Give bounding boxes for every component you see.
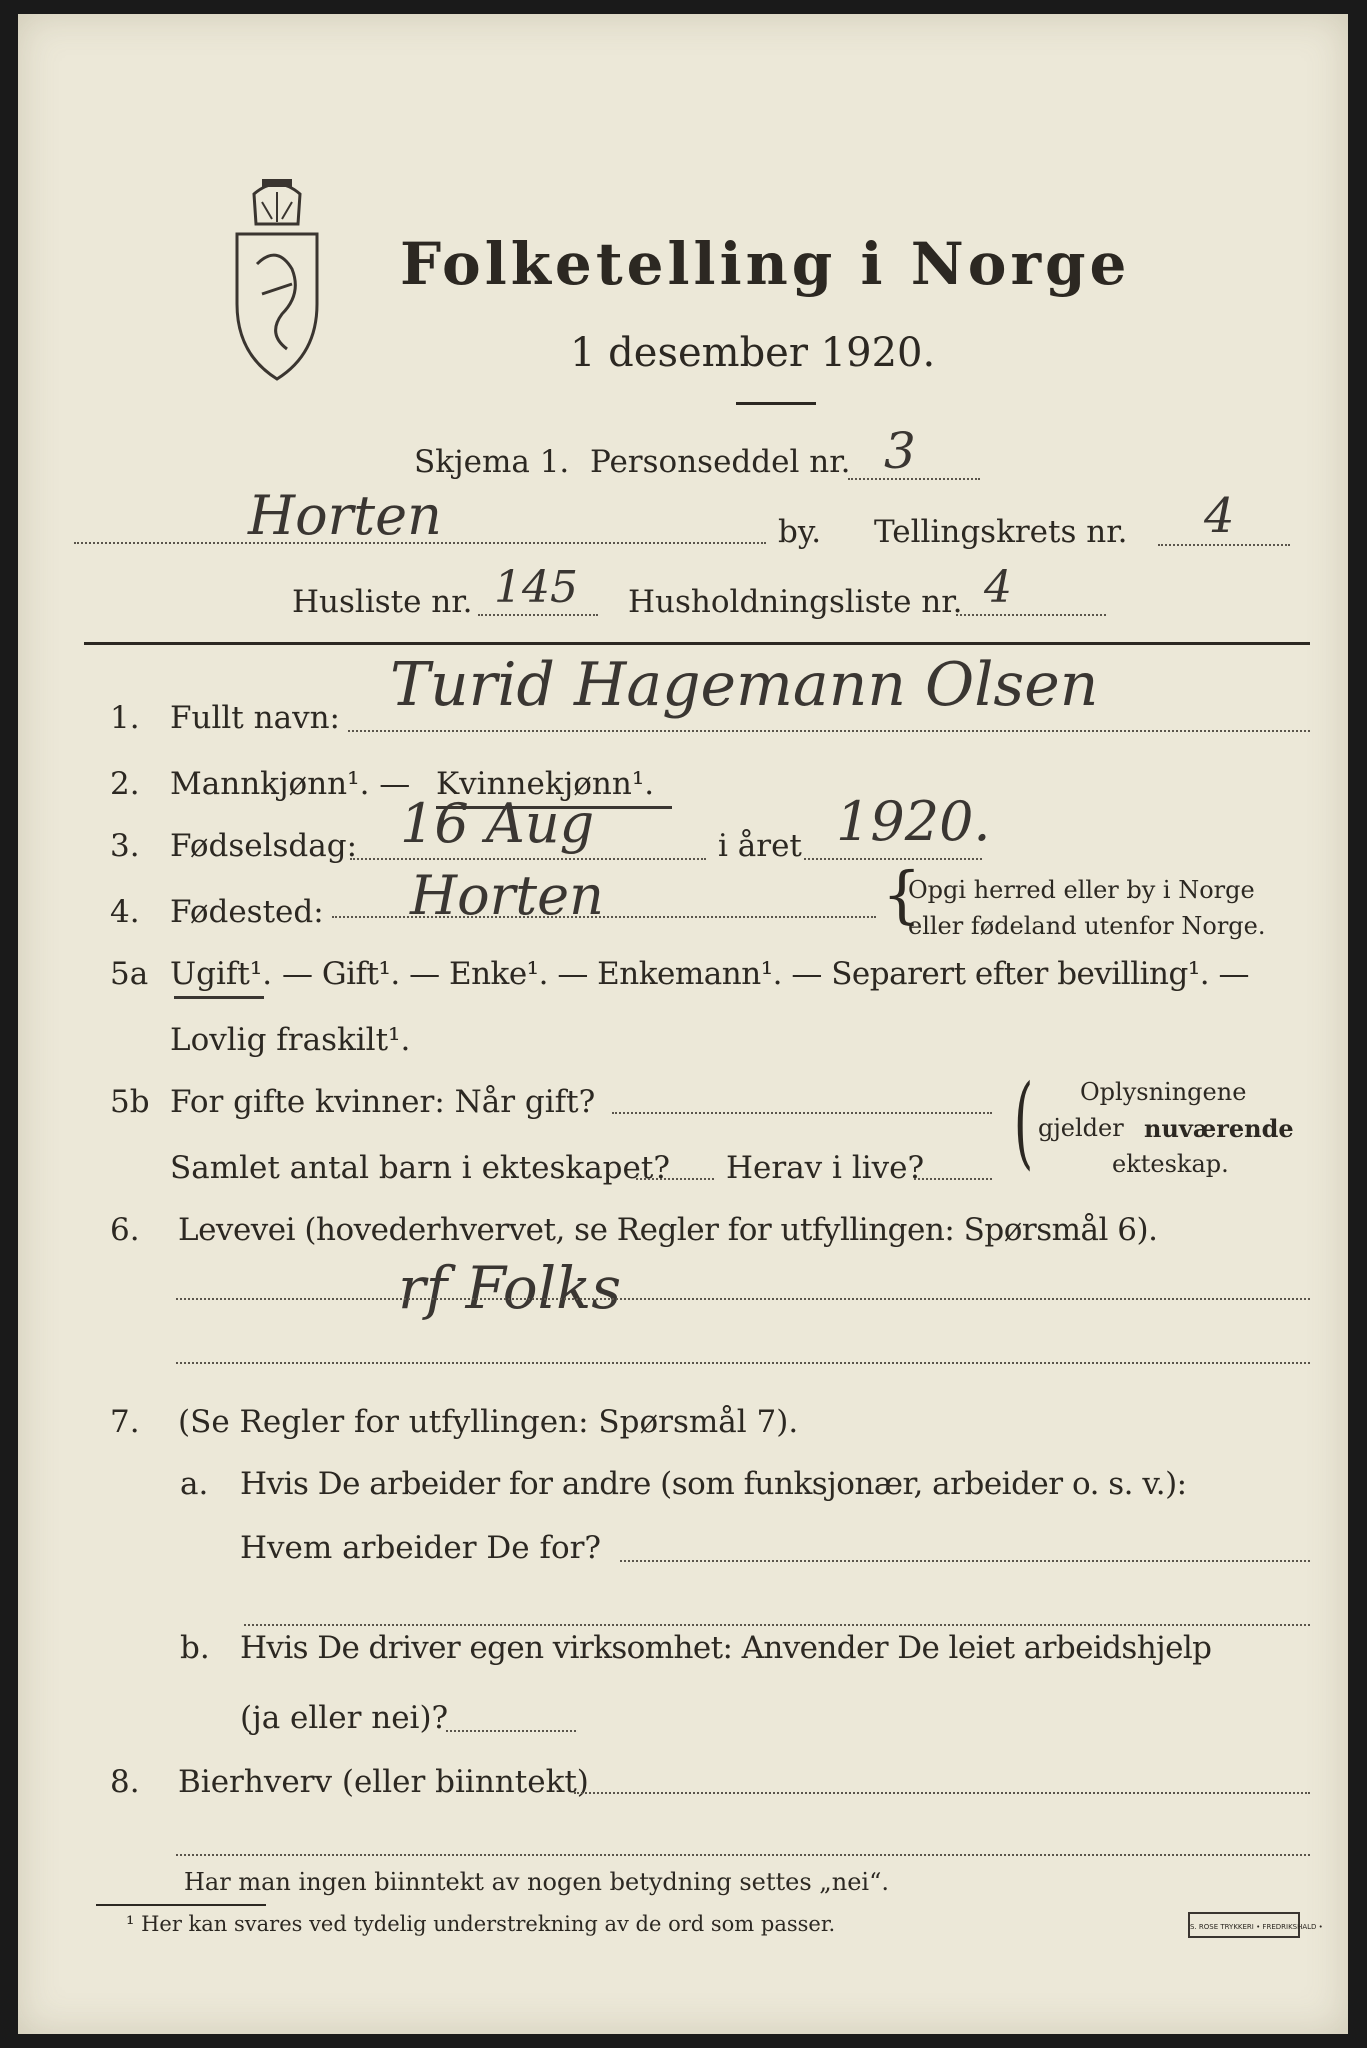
q8-line2	[176, 1854, 1310, 1856]
tellingskrets-label: Tellingskrets nr.	[874, 514, 1128, 550]
q4-note-1: Opgi herred eller by i Norge	[908, 876, 1255, 904]
q7a-label: Hvis De arbeider for andre (som funksjonær, arbeider o. s. v.):	[240, 1466, 1187, 1502]
city-value[interactable]: Horten	[248, 484, 442, 547]
q5b-note-3: ekteskap.	[1112, 1150, 1229, 1178]
q5b-number: 5b	[110, 1084, 150, 1120]
q6-line1	[176, 1298, 1310, 1300]
q7a-line1	[620, 1560, 1310, 1562]
personseddel-label: Personseddel nr.	[590, 444, 851, 480]
q7b-label2: (ja eller nei)?	[240, 1700, 449, 1736]
skjema-label: Skjema 1.	[414, 444, 570, 480]
q8-label: Bierhverv (eller biinntekt)	[178, 1764, 589, 1800]
q7a-number: a.	[180, 1466, 209, 1502]
birth-year-value[interactable]: 1920.	[836, 790, 991, 853]
tellingskrets-value[interactable]: 4	[1204, 488, 1235, 544]
q5b-label1: For gifte kvinner: Når gift?	[170, 1084, 596, 1120]
q1-line	[348, 730, 1310, 732]
q5a-ugift: Ugift¹.	[170, 956, 273, 992]
page-title: Folketelling i Norge	[400, 230, 1131, 298]
nei-note: Har man ingen biinntekt av nogen betydning settes „nei“.	[184, 1868, 889, 1896]
q5b-paren: (	[1013, 1063, 1034, 1180]
q6-label: Levevei (hovederhvervet, se Regler for utfyllingen: Spørsmål 6).	[178, 1212, 1158, 1248]
q4-label: Fødested:	[170, 894, 324, 930]
q4-brace: {	[882, 858, 922, 931]
q3-label: Fødselsdag:	[170, 828, 358, 864]
birthplace-value[interactable]: Horten	[410, 864, 604, 927]
husliste-value[interactable]: 145	[494, 562, 578, 613]
q8-number: 8.	[110, 1764, 140, 1800]
q3-year-label: i året	[718, 828, 802, 864]
birthday-value[interactable]: 16 Aug	[400, 792, 595, 855]
footnote: ¹ Her kan svares ved tydelig understrekning av de ord som passer.	[126, 1912, 836, 1936]
q5b-note-2a: gjelder	[1038, 1114, 1124, 1142]
q3-line	[350, 858, 706, 860]
census-date: 1 desember 1920.	[570, 330, 936, 376]
q5a-line2: Lovlig fraskilt¹.	[170, 1022, 411, 1058]
q6-number: 6.	[110, 1212, 140, 1248]
q5b-line2	[636, 1178, 714, 1180]
title-divider	[736, 402, 816, 405]
q7b-label: Hvis De driver egen virksomhet: Anvender De leiet arbeidshjelp	[240, 1630, 1212, 1666]
q3-number: 3.	[110, 828, 140, 864]
q4-note-2: eller fødeland utenfor Norge.	[908, 912, 1266, 940]
q2-kvinne: Kvinnekjønn¹.	[436, 766, 655, 802]
coat-of-arms-icon	[232, 174, 322, 388]
census-form-page	[18, 14, 1348, 2034]
q5b-label2: Samlet antal barn i ekteskapet?	[170, 1150, 670, 1186]
q7-number: 7.	[110, 1404, 140, 1440]
q5b-label3: Herav i live?	[726, 1150, 925, 1186]
husholdningsliste-line	[956, 614, 1106, 616]
husliste-line	[478, 614, 598, 616]
ugift-underline	[174, 996, 264, 999]
q1-number: 1.	[110, 700, 140, 736]
husholdningsliste-value[interactable]: 4	[984, 562, 1012, 613]
q7b-line	[446, 1730, 576, 1732]
q5b-line3	[914, 1178, 992, 1180]
q7-label: (Se Regler for utfyllingen: Spørsmål 7).	[178, 1404, 799, 1440]
printer-stamp-text: S. ROSE TRYKKERI • FREDRIKSHALD •	[1190, 1923, 1323, 1931]
footnote-rule	[96, 1904, 266, 1906]
q5b-note-2b: nuværende	[1144, 1114, 1294, 1143]
printer-stamp	[1188, 1912, 1323, 1938]
city-line	[74, 542, 766, 544]
q5b-note-1: Oplysningene	[1080, 1078, 1247, 1106]
q2-number: 2.	[110, 766, 140, 802]
q2-mann: Mannkjønn¹. —	[170, 766, 411, 802]
q5b-line1	[612, 1112, 992, 1114]
q5a-number: 5a	[110, 956, 149, 992]
husholdningsliste-label: Husholdningsliste nr.	[628, 584, 963, 620]
q7b-number: b.	[180, 1630, 210, 1666]
q6-line2	[176, 1362, 1310, 1364]
q8-line1	[574, 1792, 1310, 1794]
by-label: by.	[778, 514, 822, 550]
personseddel-value[interactable]: 3	[884, 422, 916, 480]
q7a-label2: Hvem arbeider De for?	[240, 1530, 602, 1566]
husliste-label: Husliste nr.	[292, 584, 473, 620]
header-rule	[84, 642, 1310, 645]
occupation-value[interactable]: rf Folks	[398, 1254, 622, 1322]
q4-number: 4.	[110, 894, 140, 930]
q1-label: Fullt navn:	[170, 700, 340, 736]
q7a-line2	[244, 1624, 1310, 1626]
q5a-options: — Gift¹. — Enke¹. — Enkemann¹. — Separert efter bevilling¹. —	[282, 956, 1249, 992]
tellingskrets-line	[1158, 544, 1290, 546]
full-name-value[interactable]: Turid Hagemann Olsen	[390, 650, 1099, 720]
